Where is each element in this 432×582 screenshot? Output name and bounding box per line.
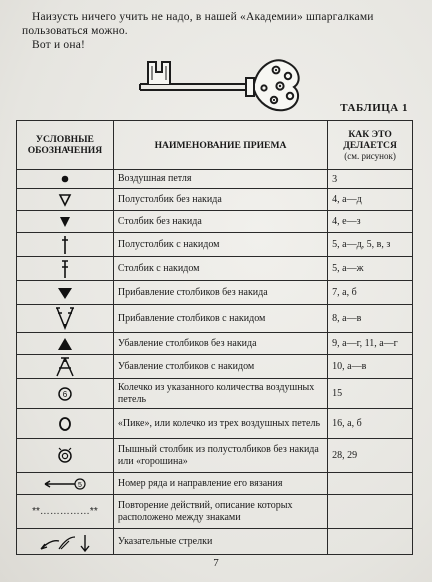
row-ref: 8, а—в xyxy=(328,305,413,333)
decrease-sc-icon xyxy=(56,336,74,352)
table-row xyxy=(17,233,413,257)
row-name: Указательные стрелки xyxy=(113,529,327,555)
row-name: Воздушная петля xyxy=(113,170,327,189)
table-row xyxy=(17,257,413,281)
row-name: Пышный столбик из полустолбиков без накида или «горошина» xyxy=(113,439,327,473)
picot-icon xyxy=(57,416,73,432)
key-icon xyxy=(134,54,304,112)
header-how xyxy=(328,121,413,170)
header-how-title: КАК ЭТО ДЕЛАЕТСЯ xyxy=(343,128,397,151)
row-name: Повторение действий, описание которых расположено между знаками xyxy=(113,495,327,529)
increase-sc-icon xyxy=(56,285,74,301)
row-name: Прибавление столбиков без накида xyxy=(113,281,327,305)
table-row xyxy=(17,439,413,473)
row-ref: 4, а—д xyxy=(328,189,413,211)
table-row xyxy=(17,529,413,555)
row-ref: 28, 29 xyxy=(328,439,413,473)
row-name: Номер ряда и направление его вязания xyxy=(113,473,327,495)
row-arrow-icon xyxy=(43,477,87,491)
row-ref: 9, а—г, 11, а—г xyxy=(328,333,413,355)
symbols-table xyxy=(16,120,413,555)
row-ref: 5, а—д, 5, в, з xyxy=(328,233,413,257)
intro-line-2: Вот и она! xyxy=(32,39,86,51)
decrease-dc-icon xyxy=(54,356,76,378)
header-name: НАИМЕНОВАНИЕ ПРИЕМА xyxy=(113,121,327,170)
table-row xyxy=(17,305,413,333)
row-name: Колечко из указанного количества воздушных петель xyxy=(113,379,327,409)
row-name: Столбик с накидом xyxy=(113,257,327,281)
row-ref: 10, а—в xyxy=(328,355,413,379)
key-illustration xyxy=(134,54,304,112)
table-row xyxy=(17,333,413,355)
intro-line-1: Наизусть ничего учить не надо, в нашей «Академии» шпаргалками пользоваться можно. xyxy=(22,11,374,37)
chain-ring-icon xyxy=(57,386,73,402)
row-ref xyxy=(328,495,413,529)
row-name: Убавление столбиков без накида xyxy=(113,333,327,355)
table-row xyxy=(17,409,413,439)
table-row xyxy=(17,211,413,233)
treble-icon xyxy=(58,258,72,280)
half-double-crochet-icon xyxy=(58,192,72,208)
row-ref: 3 xyxy=(328,170,413,189)
table-row xyxy=(17,355,413,379)
table-row xyxy=(17,379,413,409)
single-crochet-icon xyxy=(58,214,72,230)
header-how-sub: (см. рисунок) xyxy=(344,150,396,161)
row-ref: 4, е—з xyxy=(328,211,413,233)
row-name: Прибавление столбиков с накидом xyxy=(113,305,327,333)
intro-text xyxy=(22,10,418,52)
table-row xyxy=(17,281,413,305)
pointer-arrows-icon xyxy=(37,531,93,553)
table-row xyxy=(17,495,413,529)
repeat-stars-icon: **……………** xyxy=(32,506,98,517)
table-row xyxy=(17,473,413,495)
row-ref: 7, а, б xyxy=(328,281,413,305)
puff-stitch-icon xyxy=(56,446,74,466)
table-title: ТАБЛИЦА 1 xyxy=(340,102,408,114)
row-ref xyxy=(328,473,413,495)
table-header-row xyxy=(17,121,413,170)
table-row xyxy=(17,170,413,189)
row-name: Столбик без накида xyxy=(113,211,327,233)
chain-ring-count: 6 xyxy=(62,389,68,399)
row-ref xyxy=(328,529,413,555)
row-name: «Пике», или колечко из трех воздушных петель xyxy=(113,409,327,439)
row-name: Полустолбик с накидом xyxy=(113,233,327,257)
dot-icon xyxy=(59,173,71,185)
page-number: 7 xyxy=(213,557,219,569)
increase-dc-icon xyxy=(54,306,76,332)
row-ref: 5, а—ж xyxy=(328,257,413,281)
header-symbols: УСЛОВНЫЕ ОБОЗНАЧЕНИЯ xyxy=(17,121,114,170)
row-name: Убавление столбиков с накидом xyxy=(113,355,327,379)
table-row xyxy=(17,189,413,211)
row-name: Полустолбик без накида xyxy=(113,189,327,211)
row-ref: 16, а, б xyxy=(328,409,413,439)
row-ref: 15 xyxy=(328,379,413,409)
row-number: 5 xyxy=(77,481,82,489)
half-treble-icon xyxy=(58,234,72,256)
